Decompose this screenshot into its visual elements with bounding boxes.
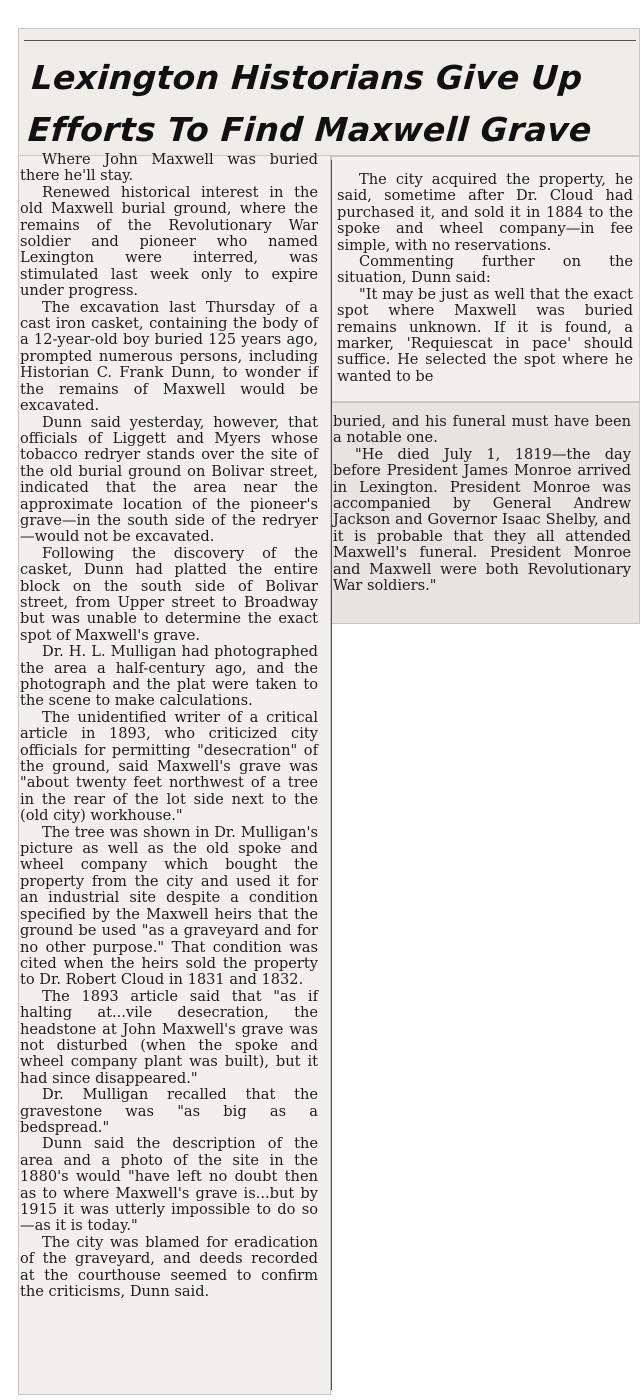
headline-line-1: Lexington Historians Give Up [30, 58, 584, 97]
paragraph: The unidentified writer of a critical article in 1893, who criticized city officials for permitting "desecration" of the ground, said Maxwell's grave was "about twenty feet northwest of a tree in the rear of the lot side next to the (old city) workhouse." [20, 708, 318, 825]
paragraph: Dr. H. L. Mulligan had photographed the area a half-century ago, and the photograph and the plat were taken to the scene to make calculations. [20, 643, 318, 710]
paragraph: Commenting further on the situation, Dunn said: [337, 253, 633, 287]
article-column-1 [20, 152, 318, 1300]
paragraph: "It may be just as well that the exact spot where Maxwell was buried remains unknown. If it is found, a marker, 'Requiescat in pace' should suffice. He selected the spot where he wanted to be [337, 285, 633, 385]
paragraph: Following the discovery of the casket, Dunn had platted the entire block on the south side of Bolivar street, from Upper street to Broadway but was unable to determine the exact spot of Maxwell's grave. [20, 544, 318, 644]
paragraph: Where John Maxwell was buried there he'll stay. [20, 151, 318, 185]
paragraph: The tree was shown in Dr. Mulligan's picture as well as the old spoke and wheel company which bought the property from the city and used it for an industrial site despite a condition specified by the Maxwell heirs that the ground be used "as a graveyard and for no other purpose." That condition was cited when the heirs sold the property to Dr. Robert Cloud in 1831 and 1832. [20, 823, 318, 989]
paragraph: Renewed historical interest in the old Maxwell burial ground, where the remains of the Revolutionary War soldier and pioneer who named Lexington were interred, was stimulated last week only to expire under progress. [20, 183, 318, 300]
paragraph: The 1893 article said that "as if halting at...vile desecration, the headstone at John Maxwell's grave was not disturbed (when the spoke and wheel company plant was built), but it had since disappeared." [20, 987, 318, 1087]
paragraph: Dunn said the description of the area and a photo of the site in the 1880's would "have left no doubt then as to where Maxwell's grave is...but by 1915 it was utterly impossible to do so—as it is today." [20, 1135, 318, 1235]
paragraph: The excavation last Thursday of a cast iron casket, containing the body of a 12-year-old boy buried 125 years ago, prompted numerous persons, including Historian C. Frank Dunn, to wonder if the remains of Maxwell would be excavated. [20, 298, 318, 415]
headline-line-2: Efforts To Find Maxwell Grave [26, 110, 594, 149]
paragraph: Dunn said yesterday, however, that officials of Liggett and Myers whose tobacco redryer stands over the site of the old burial ground on Bolivar street, indicated that the area near the approximate location of the pioneer's grave—in the south side of the redryer—would not be excavated. [20, 413, 318, 546]
paragraph: "He died July 1, 1819—the day before President James Monroe arrived in Lexington. President Monroe was accompanied by General Andrew Jackson and Governor Isaac Shelby, and it is probable that they all attended Maxwell's funeral. President Monroe and Maxwell were both Revolutionary War soldiers." [333, 445, 631, 595]
paragraph: Dr. Mulligan recalled that the gravestone was "as big as a bedspread." [20, 1086, 318, 1136]
article-column-2-bottom [333, 414, 631, 594]
headline-top-rule [24, 40, 636, 41]
article-column-2-top [337, 172, 633, 385]
column-divider [331, 160, 332, 1390]
paragraph: The city was blamed for eradication of the graveyard, and deeds recorded at the courthouse seemed to confirm the criticisms, Dunn said. [20, 1233, 318, 1301]
headline [26, 52, 633, 156]
paragraph: buried, and his funeral must have been a notable one. [333, 413, 631, 447]
paragraph: The city acquired the property, he said, sometime after Dr. Cloud had purchased it, and sold it in 1884 to the spoke and wheel company—in fee simple, with no reservations. [337, 171, 633, 254]
